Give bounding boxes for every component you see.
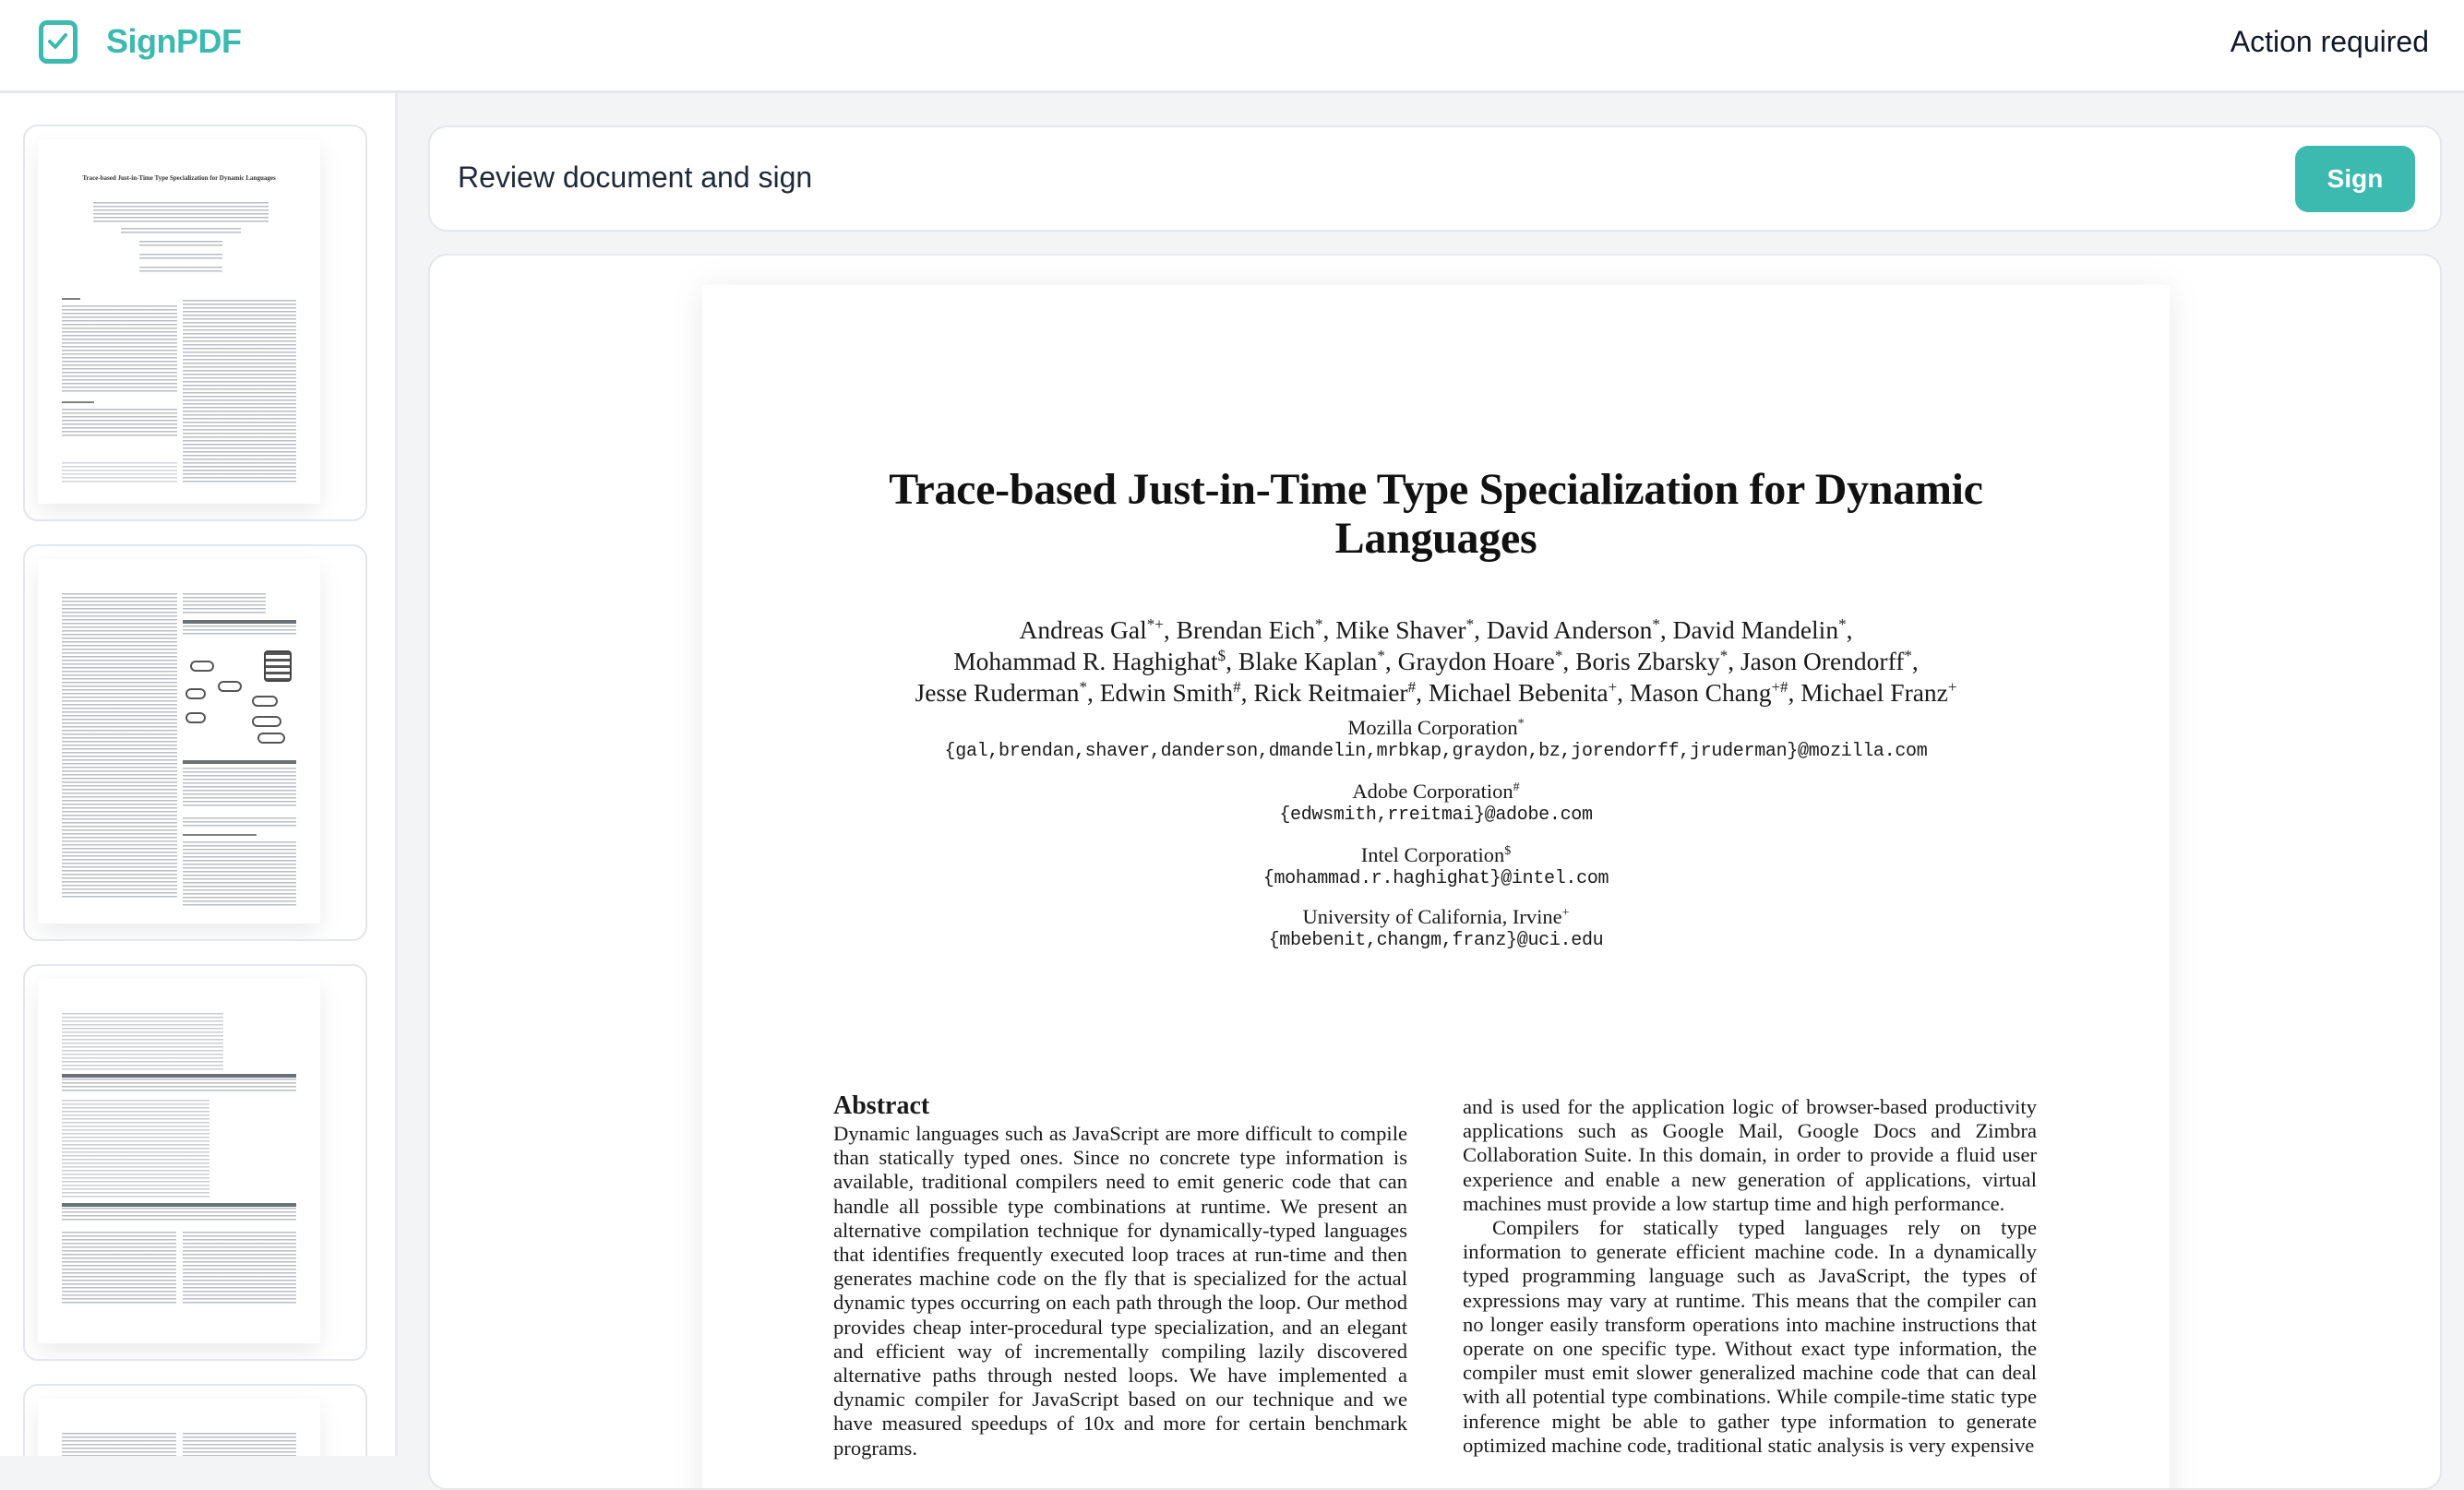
thumbnail-page-2[interactable] [23,544,367,941]
author-line-1: Andreas Gal*+, Brendan Eich*, Mike Shaver*, David Anderson*, David Mandelin*, [1019,615,1853,644]
paper-title-line-1: Trace-based Just-in-Time Type Specialization for Dynamic [889,465,1983,514]
thumbnail-image [38,559,320,924]
thumbnail-title: Trace-based Just-in-Time Type Specialization for Dynamic Languages [82,174,276,182]
document-viewer[interactable] [428,254,2442,1490]
affiliation-adobe: Adobe Corporation# {edwsmith,rreitmai}@adobe.com [702,780,2170,828]
abstract-body: Dynamic languages such as JavaScript are more difficult to compile than statically typed ones. Since no concrete type information is available, traditional compilers need to emit generic code that can handle all possible type combinations at runtime. We present an alternative compilation technique for dynamically-typed languages that identifies frequently executed loop traces at run-time and then generates machine code on the fly that is specialized for the actual dynamic types occurring on each path through the loop. Our method provides cheap inter-procedural type specialization, and an elegant and efficient way of incrementally compiling lazily discovered alternative paths through nested loops. We have implemented a dynamic compiler for JavaScript based on our technique and we have measured speedups of 10x and more for certain benchmark programs. [833,1122,1407,1460]
thumbnail-image [38,979,320,1343]
pdf-page-1 [702,285,2170,1490]
app-header [0,0,2464,93]
paper-title-line-2: Languages [1334,514,1537,563]
thumbnail-page-4[interactable] [23,1384,367,1456]
affiliation-intel: Intel Corporation$ {mohammad.r.haghighat}@intel.com [702,843,2170,891]
abstract-column [833,1091,1407,1460]
paragraph: Compilers for statically typed languages rely on type information to generate efficient machine code. In a dynamically typed programming language such as JavaScript, the types of expressions may vary at runtime. This means that the compiler can no longer easily transform operations into machine instructions that operate on one specific type. Without exact type information, the compiler must emit slower generalized machine code that can deal with all potential type combinations. While compile-time static type inference might be able to gather type information to generate optimized machine code, traditional static analysis is very expensive [1463,1216,2037,1457]
thumbnail-page-3[interactable] [23,964,367,1361]
thumbnail-image [38,139,320,504]
brand-name[interactable]: SignPDF [106,22,242,60]
page-thumbnails-sidebar[interactable] [0,93,398,1456]
email-list: {mohammad.r.haghighat}@intel.com [1262,868,1609,889]
affiliation-uci: University of California, Irvine+ {mbebenit,changm,franz}@uci.edu [702,905,2170,953]
email-list: {mbebenit,changm,franz}@uci.edu [1268,930,1604,951]
thumbnail-image [38,1399,320,1456]
action-bar [428,125,2442,232]
action-instruction: Review document and sign [458,161,813,194]
thumbnail-page-1[interactable] [23,125,367,521]
email-list: {edwsmith,rreitmai}@adobe.com [1279,805,1593,826]
author-list [702,614,2170,709]
intro-column [1463,1095,2037,1458]
paper-title [702,465,2170,563]
affiliation-mozilla: Mozilla Corporation* {gal,brendan,shaver,danderson,dmandelin,mrbkap,graydon,bz,jorendorff,jruderman}@mozilla.com [702,716,2170,764]
paragraph: and is used for the application logic of browser-based productivity applications such as Google Mail, Google Docs and Zimbra Collaboration Suite. In this domain, in order to provide a fluid user experience and enable a new generation of applications, virtual machines must provide a low startup time and high performance. [1463,1095,2037,1215]
status-text: Action required [2230,25,2429,58]
email-list: {gal,brendan,shaver,danderson,dmandelin,mrbkap,graydon,bz,jorendorff,jruderman}@mozilla.com [944,741,1928,762]
author-line-2: Mohammad R. Haghighat$, Blake Kaplan*, Graydon Hoare*, Boris Zbarsky*, Jason Orendorff*, [953,647,1919,675]
checkmark-icon [47,30,69,53]
checkbox-check-icon[interactable] [39,20,78,64]
author-line-3: Jesse Ruderman*, Edwin Smith#, Rick Reitmaier#, Michael Bebenita+, Mason Chang+#, Michael Franz+ [915,678,1957,707]
sign-button[interactable]: Sign [2295,146,2415,212]
abstract-heading: Abstract [833,1091,930,1120]
